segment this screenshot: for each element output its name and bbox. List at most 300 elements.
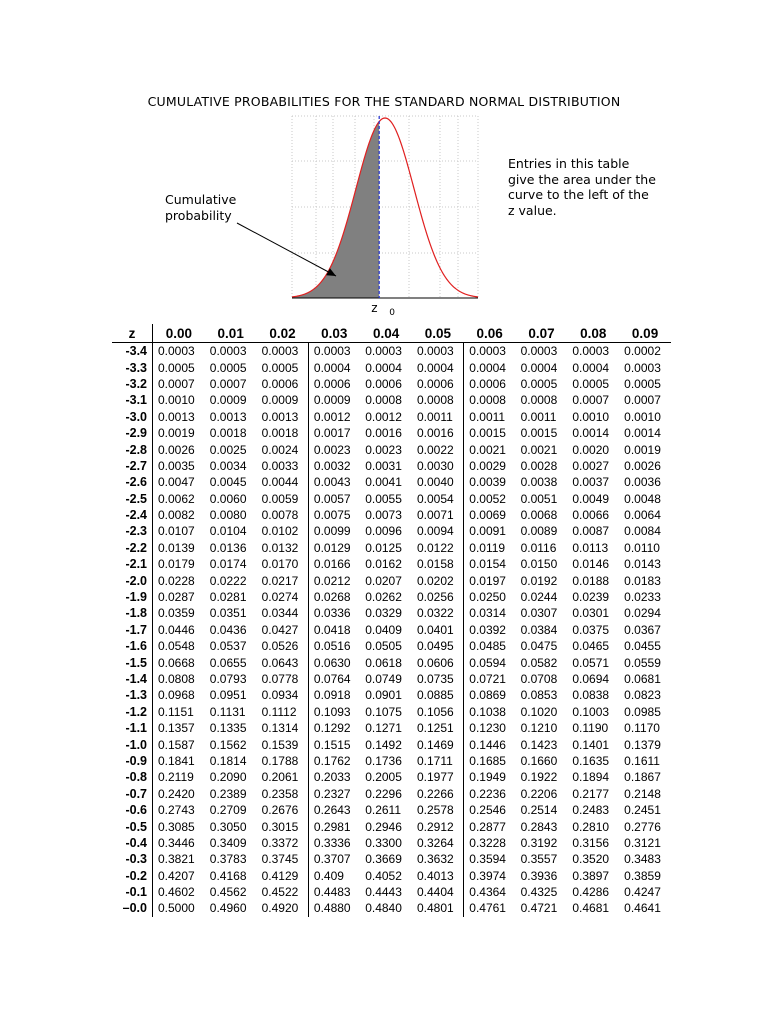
probability-cell: 0.1762: [308, 753, 360, 769]
probability-cell: 0.0020: [572, 442, 610, 457]
column-header: 0.02: [257, 324, 309, 343]
probability-cell: 0.4920: [261, 901, 299, 916]
probability-cell: 0.1292: [308, 720, 360, 736]
probability-cell: 0.0823: [624, 688, 661, 703]
table-row: [112, 409, 671, 425]
probability-cell: 0.1112: [261, 704, 297, 719]
probability-cell: 0.3156: [572, 835, 610, 850]
probability-cell: 0.0694: [572, 672, 610, 686]
probability-cell: 0.0281: [209, 590, 247, 605]
probability-cell: 0.0174: [209, 557, 247, 572]
probability-cell: 0.0301: [572, 606, 610, 621]
caption-note: Entries in this table give the area under the curve to the left of the z value.: [508, 156, 656, 218]
z-value-cell: -0.2: [112, 868, 153, 884]
table-row: [112, 769, 671, 785]
probability-cell: 0.4801: [416, 901, 454, 916]
table-row: [112, 786, 671, 802]
probability-cell: 0.4247: [624, 885, 661, 900]
header-row: [112, 324, 671, 343]
z-value-cell: -1.8: [112, 605, 153, 621]
table-row: [112, 736, 671, 752]
probability-cell: 0.2514: [520, 803, 558, 818]
probability-cell: 0.2843: [520, 819, 558, 834]
probability-cell: 0.0559: [624, 655, 661, 670]
probability-cell: 0.0003: [209, 344, 247, 359]
probability-cell: 0.4641: [624, 901, 661, 916]
probability-cell: 0.1251: [416, 721, 454, 736]
probability-cell: 0.0516: [308, 638, 360, 654]
probability-cell: 0.0125: [365, 540, 402, 555]
probability-cell: 0.0107: [158, 524, 195, 539]
probability-cell: 0.0202: [416, 573, 454, 588]
probability-cell: 0.0015: [520, 426, 558, 441]
probability-cell: 0.1003: [572, 704, 610, 719]
probability-cell: 0.4602: [158, 885, 195, 900]
z-value-cell: -2.2: [112, 540, 153, 556]
probability-cell: 0.0023: [308, 441, 360, 457]
table-row: [112, 884, 671, 900]
probability-cell: 0.0008: [365, 393, 402, 408]
probability-cell: 0.0017: [308, 425, 360, 441]
probability-cell: 0.0014: [624, 426, 661, 441]
column-header: 0.01: [205, 324, 257, 343]
callout-label: Cumulative probability: [165, 192, 237, 223]
probability-cell: 0.0003: [308, 343, 360, 360]
probability-cell: 0.3783: [209, 852, 247, 867]
probability-cell: 0.0401: [416, 622, 454, 637]
probability-cell: 0.4443: [365, 885, 402, 900]
probability-cell: 0.0170: [261, 557, 299, 572]
table-row: [112, 638, 671, 654]
probability-cell: 0.1056: [416, 704, 454, 719]
table-row: [112, 589, 671, 605]
probability-cell: 0.0119: [464, 540, 516, 556]
probability-cell: 0.3859: [624, 868, 661, 883]
column-header: 0.06: [464, 324, 516, 343]
probability-table-wrapper: [112, 324, 671, 917]
probability-cell: 0.0003: [464, 343, 516, 360]
table-row: [112, 900, 671, 916]
probability-cell: 0.1949: [464, 769, 516, 785]
probability-cell: 0.0985: [624, 704, 661, 719]
probability-cell: 0.4052: [365, 868, 402, 883]
probability-cell: 0.2743: [158, 803, 195, 818]
table-row: [112, 392, 671, 408]
probability-cell: 0.1093: [308, 704, 360, 720]
probability-cell: 0.0681: [624, 672, 661, 686]
probability-cell: 0.2236: [464, 786, 516, 802]
column-header: 0.05: [412, 324, 464, 343]
probability-cell: 0.0091: [464, 523, 516, 539]
probability-cell: 0.0643: [261, 655, 299, 670]
probability-cell: 0.3520: [572, 852, 610, 867]
probability-cell: 0.0005: [209, 360, 247, 375]
probability-cell: 0.0721: [464, 671, 516, 687]
z-value-cell: -3.3: [112, 359, 153, 375]
z-value-cell: –0.0: [112, 900, 153, 916]
z-value-cell: -2.7: [112, 458, 153, 474]
probability-cell: 0.0233: [624, 590, 661, 605]
probability-cell: 0.1038: [464, 704, 516, 720]
probability-cell: 0.0197: [464, 572, 516, 588]
probability-cell: 0.2776: [624, 819, 661, 834]
table-row: [112, 720, 671, 736]
probability-cell: 0.1515: [308, 736, 360, 752]
probability-cell: 0.0618: [365, 655, 402, 670]
probability-cell: 0.0418: [308, 622, 360, 638]
table-row: [112, 458, 671, 474]
probability-cell: 0.0015: [464, 425, 516, 441]
probability-cell: 0.0029: [464, 458, 516, 474]
probability-cell: 0.0018: [209, 426, 247, 441]
probability-cell: 0.0013: [261, 409, 299, 424]
probability-cell: 0.3557: [520, 852, 558, 867]
probability-cell: 0.0006: [308, 376, 360, 392]
probability-cell: 0.0735: [416, 672, 454, 686]
probability-cell: 0.0051: [520, 491, 558, 506]
probability-cell: 0.1469: [416, 737, 454, 752]
probability-cell: 0.0004: [416, 360, 454, 375]
probability-cell: 0.0322: [416, 606, 454, 621]
z-value-cell: -1.2: [112, 704, 153, 720]
probability-cell: 0.0013: [209, 409, 247, 424]
probability-cell: 0.1230: [464, 720, 516, 736]
table-row: [112, 753, 671, 769]
probability-cell: 0.0885: [416, 688, 454, 703]
probability-cell: 0.2420: [158, 786, 195, 801]
probability-cell: 0.0951: [209, 688, 247, 703]
probability-cell: 0.1922: [520, 770, 558, 785]
probability-cell: 0.1357: [158, 721, 195, 736]
cumulative-shaded-area: [292, 122, 379, 298]
probability-cell: 0.0005: [520, 376, 558, 391]
probability-cell: 0.0080: [209, 508, 247, 523]
probability-cell: 0.4721: [520, 901, 558, 916]
probability-cell: 0.0793: [209, 672, 247, 686]
probability-cell: 0.3936: [520, 868, 558, 883]
probability-cell: 0.0044: [261, 475, 299, 490]
probability-cell: 0.0268: [308, 589, 360, 605]
probability-cell: 0.3632: [416, 852, 454, 867]
probability-cell: 0.0007: [624, 393, 661, 408]
probability-cell: 0.0030: [416, 458, 454, 473]
probability-cell: 0.0028: [520, 458, 558, 473]
probability-cell: 0.0968: [158, 688, 195, 703]
probability-cell: 0.1190: [572, 721, 609, 736]
probability-cell: 0.0060: [209, 491, 247, 506]
probability-cell: 0.0314: [464, 605, 516, 621]
probability-cell: 0.1635: [572, 753, 610, 768]
probability-cell: 0.2981: [308, 818, 360, 834]
probability-cell: 0.0019: [624, 442, 661, 457]
z-value-cell: -0.3: [112, 851, 153, 867]
probability-cell: 0.0129: [308, 540, 360, 556]
z-value-cell: -1.6: [112, 638, 153, 654]
probability-cell: 0.0146: [572, 557, 610, 572]
probability-cell: 0.1446: [464, 736, 516, 752]
probability-cell: 0.0062: [158, 491, 195, 506]
probability-cell: 0.0222: [209, 573, 247, 588]
probability-cell: 0.0217: [261, 573, 299, 588]
probability-cell: 0.0166: [308, 556, 360, 572]
probability-cell: 0.1788: [261, 753, 299, 768]
probability-cell: 0.1314: [261, 721, 299, 736]
probability-cell: 0.0099: [308, 523, 360, 539]
probability-cell: 0.0409: [365, 622, 402, 637]
table-row: [112, 425, 671, 441]
probability-cell: 0.2546: [464, 802, 516, 818]
probability-cell: 0.4880: [308, 900, 360, 916]
probability-cell: 0.0606: [416, 655, 454, 670]
probability-cell: 0.2643: [308, 802, 360, 818]
probability-cell: 0.2177: [572, 786, 610, 801]
probability-cell: 0.0336: [308, 605, 360, 621]
probability-cell: 0.0089: [520, 524, 558, 539]
table-row: [112, 654, 671, 670]
probability-cell: 0.2389: [209, 786, 247, 801]
probability-cell: 0.2296: [365, 786, 402, 801]
probability-cell: 0.3192: [520, 835, 558, 850]
z-value-cell: -2.5: [112, 491, 153, 507]
probability-cell: 0.0495: [416, 639, 454, 654]
probability-cell: 0.0039: [464, 474, 516, 490]
probability-cell: 0.0048: [624, 491, 661, 506]
probability-cell: 0.3745: [261, 852, 299, 867]
z-value-cell: -1.1: [112, 720, 153, 736]
probability-cell: 0.0012: [365, 409, 402, 424]
probability-cell: 0.0150: [520, 557, 558, 572]
probability-cell: 0.4960: [209, 901, 247, 916]
probability-cell: 0.0427: [261, 622, 299, 637]
probability-cell: 0.0287: [158, 590, 195, 605]
probability-cell: 0.2148: [624, 786, 661, 801]
probability-cell: 0.0901: [365, 688, 402, 703]
probability-cell: 0.3974: [464, 868, 516, 884]
probability-cell: 0.0027: [572, 458, 610, 473]
probability-cell: 0.3121: [624, 835, 661, 850]
probability-cell: 0.2451: [624, 803, 661, 818]
probability-cell: 0.0007: [209, 376, 247, 391]
probability-cell: 0.0475: [520, 639, 558, 654]
probability-cell: 0.2877: [464, 818, 516, 834]
probability-cell: 0.0655: [209, 655, 247, 670]
table-row: [112, 474, 671, 490]
probability-cell: 0.0005: [158, 360, 195, 375]
probability-cell: 0.0096: [365, 524, 402, 539]
probability-cell: 0.1170: [624, 721, 660, 736]
probability-cell: 0.0052: [464, 491, 516, 507]
probability-cell: 0.0073: [365, 508, 402, 523]
probability-cell: 0.0004: [464, 359, 516, 375]
probability-cell: 0.0582: [520, 655, 558, 670]
z-value-cell: -2.3: [112, 523, 153, 539]
probability-cell: 0.0808: [158, 672, 195, 686]
probability-cell: 0.0069: [464, 507, 516, 523]
probability-cell: 0.0007: [158, 376, 195, 391]
probability-cell: 0.0934: [261, 688, 299, 703]
probability-cell: 0.1814: [209, 753, 247, 768]
z-value-cell: -0.4: [112, 835, 153, 851]
probability-cell: 0.1492: [365, 737, 402, 752]
probability-cell: 0.3897: [572, 868, 610, 883]
probability-cell: 0.2119: [158, 770, 194, 785]
probability-cell: 0.0049: [572, 491, 610, 506]
probability-cell: 0.4483: [308, 884, 360, 900]
z-column-header: z: [112, 324, 153, 343]
z-value-cell: -2.9: [112, 425, 153, 441]
probability-cell: 0.1867: [624, 770, 661, 785]
probability-cell: 0.0084: [624, 524, 661, 539]
probability-cell: 0.0526: [261, 639, 299, 654]
probability-cell: 0.0294: [624, 606, 661, 621]
probability-cell: 0.5000: [158, 901, 195, 916]
probability-cell: 0.3300: [365, 835, 402, 850]
probability-cell: 0.3821: [158, 852, 195, 867]
probability-cell: 0.4761: [464, 900, 516, 916]
probability-cell: 0.0008: [416, 393, 454, 408]
probability-cell: 0.0262: [365, 590, 402, 605]
table-row: [112, 540, 671, 556]
probability-cell: 0.4364: [464, 884, 516, 900]
probability-cell: 0.0021: [464, 441, 516, 457]
probability-cell: 0.0918: [308, 687, 360, 703]
probability-cell: 0.0004: [520, 360, 558, 375]
z-value-cell: -0.9: [112, 753, 153, 769]
probability-cell: 0.0055: [365, 491, 402, 506]
probability-cell: 0.3594: [464, 851, 516, 867]
probability-cell: 0.0139: [158, 540, 195, 555]
probability-cell: 0.0384: [520, 622, 558, 637]
table-row: [112, 441, 671, 457]
probability-cell: 0.0037: [572, 475, 610, 490]
probability-cell: 0.0031: [365, 458, 402, 473]
probability-cell: 0.0778: [261, 672, 299, 686]
table-row: [112, 523, 671, 539]
probability-cell: 0.0021: [520, 442, 558, 457]
z-value-cell: -1.4: [112, 671, 153, 687]
probability-cell: 0.1587: [158, 737, 195, 752]
probability-cell: 0.1977: [416, 770, 454, 785]
probability-cell: 0.0011: [416, 409, 453, 424]
probability-cell: 0.1660: [520, 753, 558, 768]
table-row: [112, 835, 671, 851]
probability-cell: 0.1335: [209, 721, 247, 736]
probability-cell: 0.1423: [520, 737, 558, 752]
z-axis-subscript: 0: [389, 308, 395, 318]
probability-cell: 0.0162: [365, 557, 402, 572]
probability-cell: 0.0041: [365, 475, 402, 490]
probability-cell: 0.3050: [209, 819, 247, 834]
probability-cell: 0.4522: [261, 885, 299, 900]
probability-cell: 0.0207: [365, 573, 402, 588]
probability-cell: 0.0192: [520, 573, 558, 588]
probability-cell: 0.0359: [158, 606, 195, 621]
probability-cell: 0.0003: [158, 344, 195, 359]
probability-cell: 0.2206: [520, 786, 558, 801]
probability-cell: 0.1020: [520, 704, 558, 719]
probability-cell: 0.0158: [416, 557, 454, 572]
probability-cell: 0.0023: [365, 442, 402, 457]
probability-cell: 0.1562: [209, 737, 247, 752]
probability-cell: 0.4207: [158, 868, 195, 883]
probability-cell: 0.1210: [520, 721, 558, 736]
probability-cell: 0.0003: [261, 344, 299, 359]
probability-cell: 0.0548: [158, 639, 195, 654]
probability-cell: 0.0485: [464, 638, 516, 654]
column-header: 0.03: [308, 324, 360, 343]
probability-cell: 0.0033: [261, 458, 299, 473]
probability-cell: 0.0009: [209, 393, 247, 408]
z-value-cell: -2.6: [112, 474, 153, 490]
probability-cell: 0.0465: [572, 639, 610, 654]
probability-cell: 0.0239: [572, 590, 610, 605]
column-header: 0.04: [360, 324, 412, 343]
probability-cell: 0.0018: [261, 426, 299, 441]
probability-cell: 0.0244: [520, 590, 558, 605]
probability-cell: 0.0094: [416, 524, 454, 539]
probability-cell: 0.4840: [365, 901, 402, 916]
probability-cell: 0.1075: [365, 704, 402, 719]
probability-cell: 0.0010: [158, 393, 195, 408]
probability-cell: 0.0005: [572, 376, 610, 391]
table-row: [112, 802, 671, 818]
probability-cell: 0.0003: [520, 344, 558, 359]
probability-cell: 0.4286: [572, 885, 610, 900]
probability-cell: 0.0869: [464, 687, 516, 703]
probability-cell: 0.0375: [572, 622, 610, 637]
z-value-cell: -0.8: [112, 769, 153, 785]
probability-cell: 0.3446: [158, 835, 195, 850]
probability-cell: 0.4404: [416, 885, 454, 900]
probability-cell: 0.0064: [624, 508, 661, 523]
probability-cell: 0.0066: [572, 508, 610, 523]
z-value-cell: -2.4: [112, 507, 153, 523]
probability-cell: 0.0004: [308, 359, 360, 375]
z-value-cell: -0.5: [112, 818, 153, 834]
probability-cell: 0.0006: [416, 376, 454, 391]
probability-table: [112, 324, 671, 917]
probability-cell: 0.0011: [520, 409, 557, 424]
probability-cell: 0.409: [308, 868, 360, 884]
probability-cell: 0.0537: [209, 639, 247, 654]
probability-cell: 0.0019: [158, 426, 195, 441]
probability-cell: 0.3409: [209, 835, 247, 850]
probability-cell: 0.4562: [209, 885, 247, 900]
probability-cell: 0.1611: [624, 753, 660, 768]
probability-cell: 0.0005: [261, 360, 299, 375]
probability-cell: 0.1379: [624, 737, 661, 752]
probability-cell: 0.0005: [624, 376, 661, 391]
probability-cell: 0.0008: [464, 392, 516, 408]
probability-cell: 0.0329: [365, 606, 402, 621]
table-row: [112, 851, 671, 867]
probability-cell: 0.0256: [416, 590, 454, 605]
z-axis-label: z: [371, 301, 378, 315]
z-value-cell: -1.7: [112, 622, 153, 638]
probability-cell: 0.0004: [572, 360, 610, 375]
probability-cell: 0.0749: [365, 672, 402, 686]
probability-cell: 0.2327: [308, 786, 360, 802]
z-value-cell: -3.1: [112, 392, 153, 408]
column-header: 0.07: [516, 324, 568, 343]
probability-cell: 0.0009: [308, 392, 360, 408]
probability-cell: 0.0110: [624, 540, 660, 555]
probability-cell: 0.1271: [365, 721, 402, 736]
probability-cell: 0.4325: [520, 885, 558, 900]
table-row: [112, 868, 671, 884]
probability-cell: 0.0250: [464, 589, 516, 605]
z-value-cell: -0.7: [112, 786, 153, 802]
